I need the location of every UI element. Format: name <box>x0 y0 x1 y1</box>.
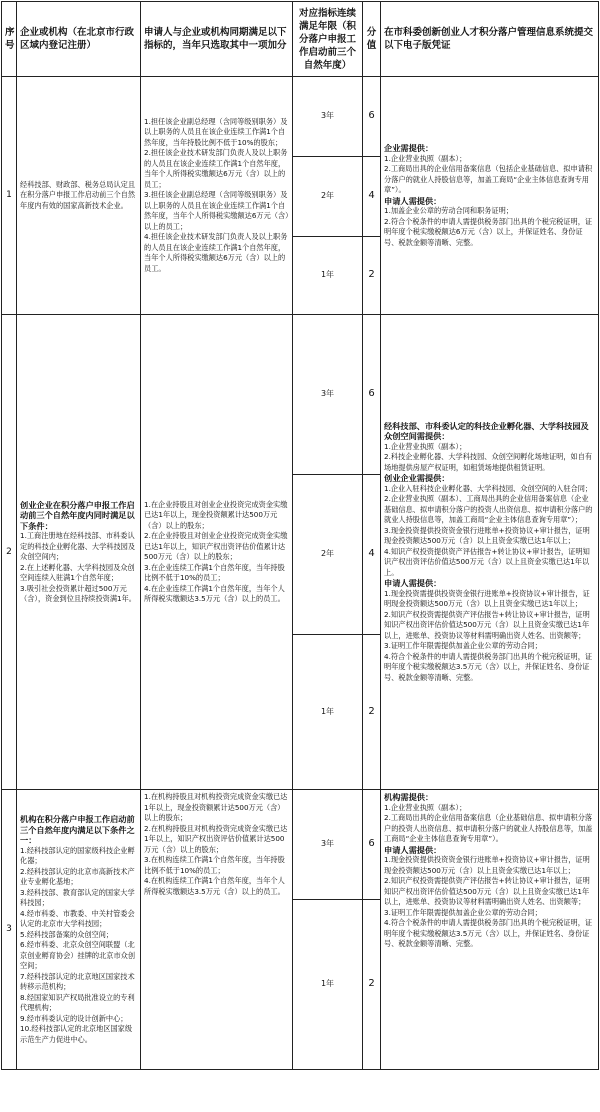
condition-item: 2.担任该企业技术研发部门负责人及以上职务的人员且在该企业连续工作满1个自然年度，当年个人所得税实缴额达6万元（含）以上的员工； <box>144 148 288 189</box>
docs-cell <box>381 790 599 1070</box>
docs-item: 4.知识产权投资提供资产评估报告+转让协议+审计报告，证明知识产权出资评估价值达500万元（含）以上且资金实缴已达1年以上。 <box>384 546 590 577</box>
docs-item: 1.企业营业执照（副本）； <box>384 441 467 451</box>
score-cell: 4 <box>363 157 381 237</box>
header-row <box>2 2 599 77</box>
condition-item: 4.在企业连续工作满1个自然年度，当年个人所得税实缴额达3.5万元（含）以上的员工。 <box>144 583 285 603</box>
condition-item: 3.担任该企业副总经理（含同等级别职务）及以上职务的人员且在该企业连续工作满1个自然年度，当年个人所得税实缴额达6万元（含）以上的员工； <box>144 190 289 231</box>
org-item: 2.经科技部认定的北京市高新技术产业专业孵化基地； <box>20 866 135 886</box>
docs-item: 1.企业营业执照（副本）； <box>384 153 467 163</box>
table-row-3 <box>2 790 599 900</box>
docs-heading: 申请人需提供： <box>384 844 442 855</box>
docs-cell <box>381 315 599 790</box>
org-item: 4.经市科委、市教委、中关村管委会认定的北京市大学科技园； <box>20 908 135 928</box>
conditions-cell <box>141 790 293 1070</box>
docs-item: 1.企业入驻科技企业孵化器、大学科技园、众创空间的入驻合同； <box>384 483 593 493</box>
docs-item: 2.知识产权投资需提供资产评估报告+转让协议+审计报告，证明知识产权出资评估价值达500万元（含）以上且资金实缴已达1年以上，进账单、投资协议等材料需明确出资人姓名、出资额等； <box>384 609 590 640</box>
docs-item: 2.知识产权投资需提供资产评估报告+转让协议+审计报告，证明知识产权出资评估价值达500万元（含）以上且资金实缴已达1年以上，进账单、投资协议等材料需明确出资人姓名、出资额等； <box>384 876 590 906</box>
conditions-cell <box>141 77 293 315</box>
org-item: 1.经科技部认定的国家级科技企业孵化器； <box>20 845 135 865</box>
header-conditions: 申请人与企业或机构同期满足以下指标的，当年只选取其中一项加分 <box>141 2 293 77</box>
org-title: 创业企业在积分落户申报工作启动前三个自然年度内同时满足以下条件： <box>20 499 135 531</box>
docs-item: 3.现金投资提供投资资金银行进账单+投资协议+审计报告，证明现金投资额达500万元（含）以上且资金实缴已达1年以上； <box>384 525 590 546</box>
score-cell: 6 <box>363 315 381 475</box>
org-item: 6.经市科委、北京众创空间联盟（北京创业孵育协会）挂牌的北京市众创空间； <box>20 940 136 970</box>
docs-item: 4.符合个税条件的申请人需提供税务部门出具的个税完税证明，证明年度个税实缴税额达3.5万元（含）以上，并保证姓名、身份证号、税款金额等清晰、完整。 <box>384 651 593 682</box>
org-item: 3.吸引社会投资累计超过500万元（含），资金到位且持续投资满1年。 <box>20 583 136 603</box>
years-cell: 3年 <box>293 790 363 900</box>
table-row-2 <box>2 315 599 475</box>
docs-item: 1.现金投资提供投资资金银行进账单+投资协议+审计报告，证明现金投资额达500万元（含）以上且资金实缴已达1年以上； <box>384 855 590 875</box>
condition-item: 2.在企业持股且对创业企业投资完成资金实缴已达1年以上，知识产权出资评估价值累计达500万元（含）以上的股东； <box>144 531 288 561</box>
condition-item: 1.在企业持股且对创业企业投资完成资金实缴已达1年以上，现金投资额累计达500万元（含）以上的股东； <box>144 499 288 530</box>
score-cell: 2 <box>363 900 381 1070</box>
score-cell: 6 <box>363 77 381 157</box>
header-score: 分值 <box>363 2 381 77</box>
years-cell: 2年 <box>293 475 363 635</box>
org-item: 7.经科技部认定的北京地区国家技术转移示范机构； <box>20 971 135 991</box>
score-cell: 4 <box>363 475 381 635</box>
policy-table <box>1 1 599 1070</box>
docs-item: 3.证明工作年限需提供加盖企业公章的劳动合同； <box>384 907 542 917</box>
org-description <box>17 77 141 315</box>
org-item: 8.经国家知识产权局批准设立的专利代理机构； <box>20 992 135 1012</box>
org-title: 机构在积分落户申报工作启动前三个自然年度内满足以下条件之一： <box>20 814 135 845</box>
org-item: 9.经市科委认定的设计创新中心； <box>20 1013 128 1023</box>
conditions-cell <box>141 315 293 790</box>
score-cell: 2 <box>363 635 381 790</box>
header-docs: 在市科委创新创业人才积分落户管理信息系统提交以下电子版凭证 <box>381 2 599 77</box>
docs-heading: 申请人需提供： <box>384 578 442 589</box>
condition-item: 1.在机构持股且对机构投资完成资金实缴已达1年以上，现金投资额累计达500万元（含）以上的股东； <box>144 792 288 822</box>
docs-item: 2.工商局出具的企业信用备案信息（企业基础信息、拟申请积分落户的投资人出资信息、拟申请积分落户的就业人持股信息等，加盖工商局“企业主体信息查询专用章”）。 <box>384 813 593 843</box>
docs-item: 1.现金投资需提供投资资金银行进账单+投资协议+审计报告，证明现金投资额达500万元（含）以上且资金实缴已达1年以上； <box>384 588 590 609</box>
condition-item: 3.在机构连续工作满1个自然年度，当年持股比例不低于10%的员工； <box>144 855 285 875</box>
row-number: 2 <box>2 315 17 790</box>
years-cell: 3年 <box>293 315 363 475</box>
org-item: 5.经科技部备案的众创空间； <box>20 929 114 939</box>
header-no: 序号 <box>2 2 17 77</box>
docs-item: 1.加盖企业公章的劳动合同和职务证明； <box>384 206 514 215</box>
years-cell: 1年 <box>293 237 363 315</box>
org-item: 1.工商注册地在经科技部、市科委认定的科技企业孵化器、大学科技园及众创空间内； <box>20 531 136 561</box>
docs-heading: 申请人需提供： <box>384 195 442 206</box>
years-cell: 1年 <box>293 900 363 1070</box>
org-text: 经科技部、财政部、税务总局认定且在积分落户申报工作启动前三个自然年度内有效的国家高新技术企业。 <box>20 179 136 210</box>
condition-item: 1.担任该企业副总经理（含同等级别职务）及以上职务的人员且在该企业连续工作满1个自然年度，当年持股比例不低于10%的股东； <box>144 116 288 147</box>
docs-heading: 经科技部、市科委认定的科技企业孵化器、大学科技园及众创空间需提供： <box>384 420 589 442</box>
header-org: 企业或机构（在北京市行政区域内登记注册） <box>17 2 141 77</box>
years-cell: 2年 <box>293 157 363 237</box>
org-item: 2.在上述孵化器、大学科技园及众创空间连续入驻满1个自然年度； <box>20 562 135 582</box>
docs-item: 1.企业营业执照（副本）； <box>384 802 467 812</box>
score-cell: 6 <box>363 790 381 900</box>
org-item: 10.经科技部认定的北京地区国家级示范生产力促进中心。 <box>20 1024 133 1044</box>
header-years: 对应指标连续满足年限（积分落户申报工作启动前三个自然年度） <box>293 2 363 77</box>
score-cell: 2 <box>363 237 381 315</box>
condition-item: 4.担任该企业技术研发部门负责人及以上职务的人员且在该企业连续工作满1个自然年度，当年个人所得税实缴额达6万元（含）以上的员工。 <box>144 232 288 273</box>
org-description <box>17 790 141 1070</box>
condition-item: 3.在企业连续工作满1个自然年度，当年持股比例不低于10%的员工； <box>144 562 285 582</box>
docs-item: 2.科技企业孵化器、大学科技园、众创空间孵化场地证明，如自有场地提供房屋产权证明，如租赁场地提供租赁证明。 <box>384 452 593 472</box>
row-number: 3 <box>2 790 17 1070</box>
docs-item: 3.证明工作年限需提供加盖企业公章的劳动合同； <box>384 641 542 651</box>
docs-item: 2.工商局出具的企业信用备案信息（包括企业基础信息、拟申请积分落户的就业人持股信息等，加盖工商局“企业主体信息查询专用章”）。 <box>384 164 593 194</box>
table-row-1 <box>2 77 599 157</box>
condition-item: 4.在机构连续工作满1个自然年度，当年个人所得税实缴额达3.5万元（含）以上的员工。 <box>144 876 285 896</box>
docs-cell <box>381 77 599 315</box>
docs-item: 2.符合个税条件的申请人需提供税务部门出具的个税完税证明，证明年度个税实缴税额达6万元（含）以上，并保证姓名、身份证号、税款金额等清晰、完整。 <box>384 216 593 247</box>
org-description <box>17 315 141 790</box>
years-cell: 1年 <box>293 635 363 790</box>
docs-item: 4.符合个税条件的申请人需提供税务部门出具的个税完税证明，证明年度个税实缴税额达3.5万元（含）以上，并保证姓名、身份证号、税款金额等清晰、完整。 <box>384 918 593 948</box>
docs-item: 2.企业营业执照（副本）、工商局出具的企业信用备案信息（企业基础信息、拟申请积分落户的投资人出资信息、拟申请积分落户的就业人持股信息等，加盖工商局“企业主体信息查询专用章”）； <box>384 494 593 525</box>
condition-item: 2.在机构持股且对机构投资完成资金实缴已达1年以上，知识产权出资评估价值累计达500万元（含）以上的股东； <box>144 823 288 854</box>
docs-heading: 机构需提供： <box>384 792 434 802</box>
years-cell: 3年 <box>293 77 363 157</box>
docs-heading: 创业企业需提供： <box>384 473 450 484</box>
org-item: 3.经科技部、教育部认定的国家大学科技园； <box>20 887 135 907</box>
row-number: 1 <box>2 77 17 315</box>
docs-heading: 企业需提供： <box>384 143 434 153</box>
